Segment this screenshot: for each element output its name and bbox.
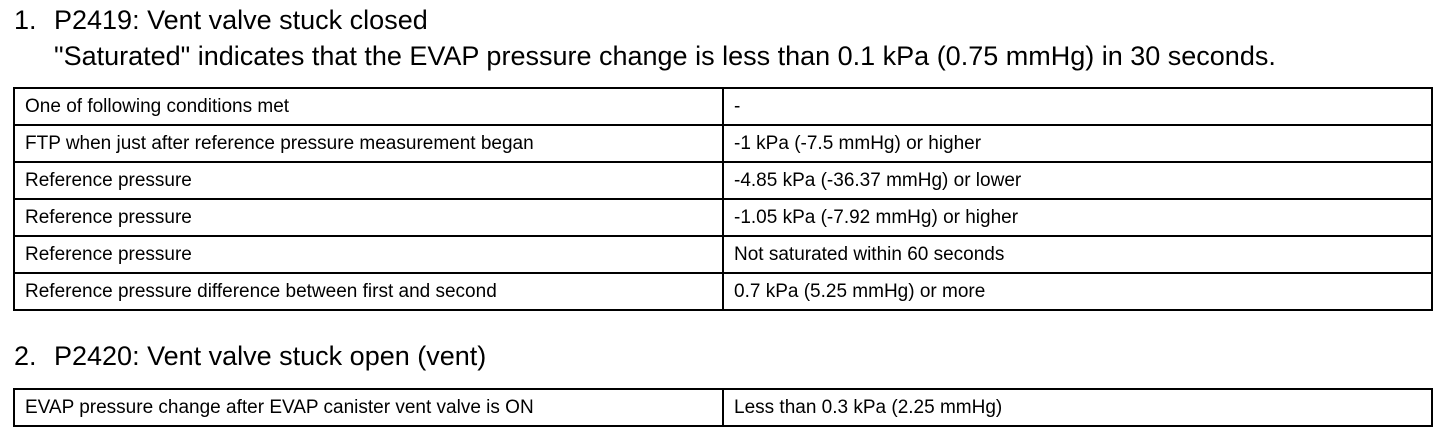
table-row (14, 199, 1432, 236)
section2-title: P2420: Vent valve stuck open (vent) (54, 341, 487, 371)
table-row (14, 162, 1432, 199)
condition-cell: Reference pressure (14, 162, 723, 199)
section2-number: 2. (14, 341, 37, 371)
value-cell: 0.7 kPa (5.25 mmHg) or more (723, 273, 1432, 310)
value-cell: -1 kPa (-7.5 mmHg) or higher (723, 125, 1432, 162)
value-cell: Not saturated within 60 seconds (723, 236, 1432, 273)
section1-table (13, 87, 1433, 311)
section1-title: P2419: Vent valve stuck closed (54, 5, 428, 35)
condition-cell: Reference pressure (14, 199, 723, 236)
value-cell: -4.85 kPa (-36.37 mmHg) or lower (723, 162, 1432, 199)
table-row (14, 389, 1432, 426)
condition-cell: FTP when just after reference pressure measurement began (14, 125, 723, 162)
table-row (14, 236, 1432, 273)
table-row (14, 88, 1432, 125)
value-cell: -1.05 kPa (-7.92 mmHg) or higher (723, 199, 1432, 236)
section2-heading (14, 340, 486, 372)
section1-note: "Saturated" indicates that the EVAP pressure change is less than 0.1 kPa (0.75 mmHg) in 30 seconds. (54, 41, 1276, 71)
condition-cell: EVAP pressure change after EVAP canister vent valve is ON (14, 389, 723, 426)
table-row (14, 125, 1432, 162)
condition-cell: One of following conditions met (14, 88, 723, 125)
table-row (14, 273, 1432, 310)
value-cell: - (723, 88, 1432, 125)
value-cell: Less than 0.3 kPa (2.25 mmHg) (723, 389, 1432, 426)
condition-cell: Reference pressure difference between first and second (14, 273, 723, 310)
section2-table (13, 388, 1433, 427)
condition-cell: Reference pressure (14, 236, 723, 273)
section1-number: 1. (14, 5, 37, 35)
section1-heading (14, 4, 428, 36)
